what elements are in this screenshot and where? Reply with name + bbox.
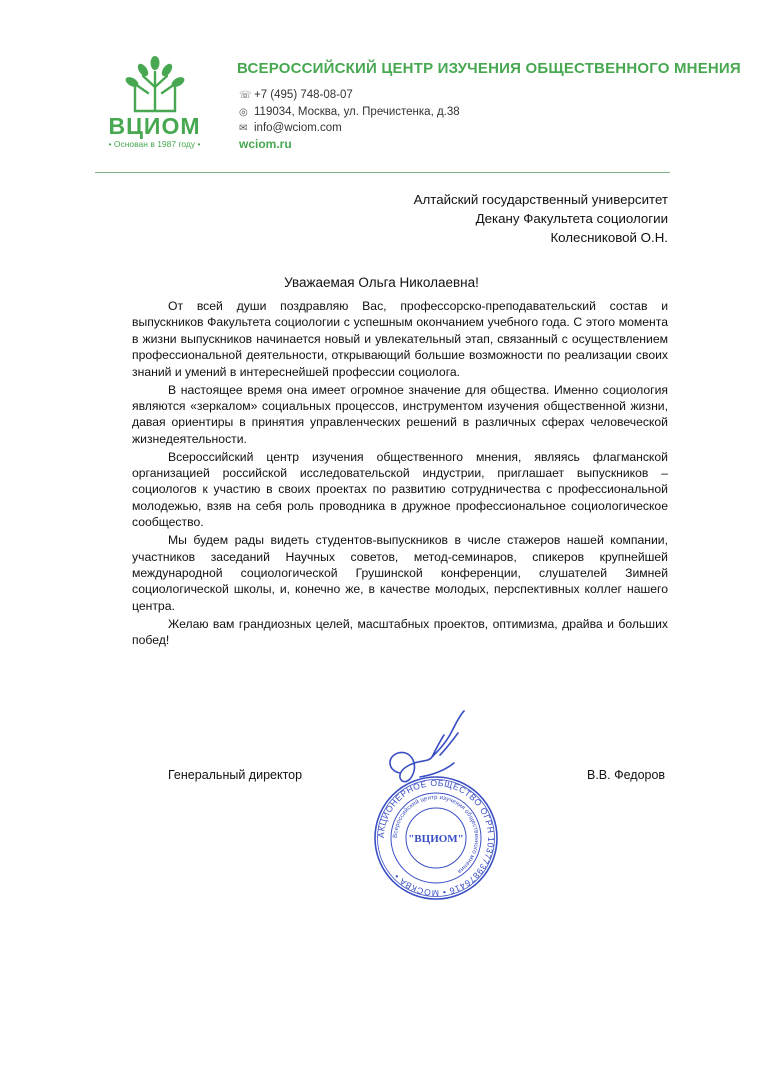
location-pin-icon: ◎ — [239, 107, 248, 118]
paragraph: Желаю вам грандиозных целей, масштабных проектов, оптимизма, драйва и больших побед! — [132, 616, 668, 648]
phone-line — [239, 89, 353, 101]
website-link[interactable]: wciom.ru — [239, 137, 292, 151]
letterhead-divider — [95, 172, 670, 173]
tree-icon — [110, 55, 200, 113]
address-text: 119034, Москва, ул. Пречистенка, д.38 — [254, 106, 460, 118]
logo-wordmark: ВЦИОМ — [108, 113, 201, 139]
address-line — [239, 106, 460, 118]
email-line — [239, 122, 342, 134]
svg-text:"ВЦИОМ": "ВЦИОМ" — [408, 833, 464, 845]
company-logo — [92, 55, 217, 155]
paragraph: Мы будем рады видеть студентов-выпускников в числе стажеров нашей компании, участников заседаний Научных советов, метод-семинаров, спикеров крупнейшей международной социологической Грушинской конференции, слушателей Зимней социологической школы, и, конечно же, в качестве молодых, перспективных коллег нашего центра. — [132, 533, 668, 613]
addressee-institution: Алтайский государственный университет — [413, 192, 668, 207]
addressee-block — [414, 190, 668, 247]
company-seal — [373, 775, 499, 901]
signatory-name: В.В. Федоров — [587, 768, 666, 782]
svg-text:Всероссийский центр изучения о: Всероссийский центр изучения общественного мнения — [391, 793, 481, 875]
paragraph: От всей души поздравляю Вас, профессорско-преподавательский состав и выпускников Факультета социологии с успешным окончанием учебного года. С этого момента в жизни выпускников начинается новый и увлекательный этап, связанный с осуществлением профессиональной деятельности, открывающий большие возможности по реализации своих знаний и умений в интереснейшей профессии социолога. — [132, 299, 668, 379]
svg-text:АКЦИОНЕРНОЕ ОБЩЕСТВО ОГРН 1037: АКЦИОНЕРНОЕ ОБЩЕСТВО ОГРН 1037739876416 • МОСКВА • — [375, 777, 497, 899]
phone-icon: ☏ — [239, 90, 252, 101]
organization-title: ВСЕРОССИЙСКИЙ ЦЕНТР ИЗУЧЕНИЯ ОБЩЕСТВЕННОГО МНЕНИЯ — [237, 60, 741, 77]
letter-body — [132, 298, 668, 650]
paragraph: Всероссийский центр изучения общественного мнения, являясь флагманской организацией российской исследовательской индустрии, приглашает выпускников – социологов к участию в своих проектах по развитию сотрудничества с профессиональной молодежью, взяв на себя роль проводника в дружное профессиональное социологическое сообщество. — [132, 449, 668, 530]
addressee-name: Колесниковой О.Н. — [550, 230, 668, 245]
paragraph: В настоящее время она имеет огромное значение для общества. Именно социология являются «зеркалом» социальных процессов, инструментом изучения общественной жизни, давая ориентиры в принятия управленческих решений в различных сферах человеческой жизнедеятельности. — [132, 382, 668, 446]
envelope-icon: ✉ — [239, 123, 248, 134]
phone-number: +7 (495) 748-08-07 — [254, 89, 353, 101]
addressee-position: Декану Факультета социологии — [475, 211, 668, 226]
email-address[interactable]: info@wciom.com — [254, 122, 342, 134]
signatory-role: Генеральный директор — [168, 768, 303, 782]
salutation: Уважаемая Ольга Николаевна! — [284, 275, 479, 290]
logo-tagline: • Основан в 1987 году • — [108, 139, 201, 149]
